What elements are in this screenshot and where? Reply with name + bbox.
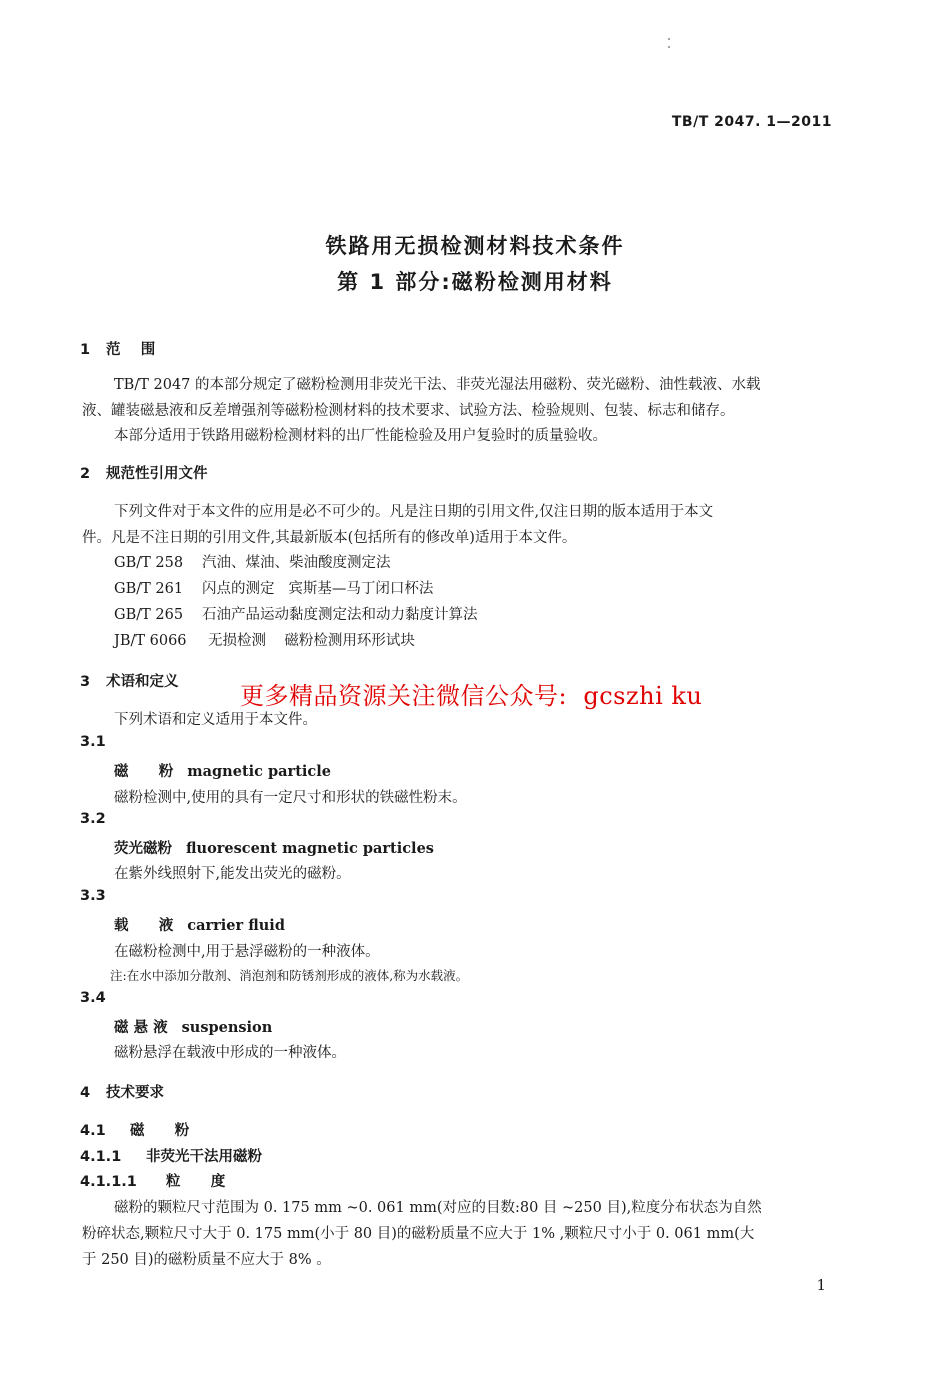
page-number: 1 — [816, 1276, 826, 1294]
term-en: carrier fluid — [187, 917, 285, 934]
section-number: 3 — [80, 674, 91, 690]
section-number: 2 — [80, 466, 91, 482]
term-entry — [114, 760, 331, 781]
term-entry — [114, 1016, 272, 1037]
scan-speck — [668, 46, 670, 48]
paragraph: 下列文件对于本文件的应用是必不可少的。凡是注日期的引用文件,仅注日期的版本适用于本文 — [114, 504, 714, 520]
paragraph: 粉碎状态,颗粒尺寸大于 0. 175 mm(小于 80 目)的磁粉质量不应大于 1% ,颗粒尺寸小于 0. 061 mm(大 — [82, 1226, 755, 1242]
section-number: 4 — [80, 1085, 91, 1101]
clause-number: 3.4 — [80, 990, 106, 1006]
section-title: 规范性引用文件 — [106, 466, 208, 482]
reference-title: 汽油、煤油、柴油酸度测定法 — [202, 555, 391, 571]
paragraph: 下列术语和定义适用于本文件。 — [114, 712, 317, 728]
term-en: suspension — [181, 1019, 273, 1036]
reference-title: 石油产品运动黏度测定法和动力黏度计算法 — [202, 607, 478, 623]
reference-title: 无损检测 磁粉检测用环形试块 — [208, 633, 415, 649]
section-title: 范 围 — [106, 342, 156, 358]
term-zh: 荧光磁粉 — [114, 841, 172, 857]
section-4-heading — [80, 1081, 164, 1102]
subsection-title: 粒 度 — [166, 1174, 226, 1190]
paragraph: 于 250 目)的磁粉质量不应大于 8% 。 — [82, 1252, 331, 1268]
section-3-heading — [80, 670, 179, 691]
reference-item — [114, 551, 391, 572]
clause-number: 3.3 — [80, 888, 106, 904]
document-title: 铁路用无损检测材料技术条件 — [325, 234, 625, 258]
reference-item — [114, 577, 433, 598]
section-title: 术语和定义 — [106, 674, 179, 690]
reference-item — [114, 629, 415, 650]
reference-code: JB/T 6066 — [114, 633, 187, 649]
paragraph: 本部分适用于铁路用磁粉检测材料的出厂性能检验及用户复验时的质量验收。 — [114, 428, 607, 444]
subsection-heading — [80, 1145, 262, 1166]
subsection-number: 4.1 — [80, 1123, 106, 1139]
reference-code: GB/T 258 — [114, 555, 184, 571]
section-1-heading — [80, 338, 155, 359]
note: 注:在水中添加分散剂、消泡剂和防锈剂形成的液体,称为水载液。 — [110, 968, 469, 983]
term-en: magnetic particle — [187, 763, 331, 780]
watermark-text: 更多精品资源关注微信公众号: gcszhi ku — [240, 682, 703, 710]
reference-item — [114, 603, 478, 624]
paragraph: 磁粉的颗粒尺寸范围为 0. 175 mm ~0. 061 mm(对应的目数:80 目 ~250 目),粒度分布状态为自然 — [114, 1200, 762, 1216]
term-definition: 磁粉悬浮在载液中形成的一种液体。 — [114, 1045, 346, 1061]
term-definition: 在紫外线照射下,能发出荧光的磁粉。 — [114, 866, 351, 882]
term-zh: 载 液 — [114, 918, 174, 934]
subsection-number: 4.1.1 — [80, 1149, 122, 1165]
section-2-heading — [80, 462, 208, 483]
section-number: 1 — [80, 342, 91, 358]
term-zh: 磁 粉 — [114, 764, 174, 780]
term-definition: 在磁粉检测中,用于悬浮磁粉的一种液体。 — [114, 944, 380, 960]
clause-number: 3.1 — [80, 734, 106, 750]
standard-code: TB/T 2047. 1—2011 — [671, 114, 832, 130]
subsection-heading — [80, 1170, 225, 1191]
reference-title: 闪点的测定 宾斯基—马丁闭口杯法 — [202, 581, 434, 597]
reference-code: GB/T 261 — [114, 581, 184, 597]
paragraph: 液、罐装磁悬液和反差增强剂等磁粉检测材料的技术要求、试验方法、检验规则、包装、标志和储存。 — [82, 403, 735, 419]
clause-number: 3.2 — [80, 811, 106, 827]
paragraph: TB/T 2047 的本部分规定了磁粉检测用非荧光干法、非荧光湿法用磁粉、荧光磁粉、油性载液、水载 — [114, 377, 761, 393]
scan-speck — [668, 38, 670, 40]
term-zh: 磁 悬 液 — [114, 1020, 168, 1036]
subsection-number: 4.1.1.1 — [80, 1174, 137, 1190]
subsection-title: 非荧光干法用磁粉 — [146, 1149, 262, 1165]
reference-code: GB/T 265 — [114, 607, 184, 623]
term-definition: 磁粉检测中,使用的具有一定尺寸和形状的铁磁性粉末。 — [114, 790, 467, 806]
term-entry — [114, 837, 434, 858]
paragraph: 件。凡是不注日期的引用文件,其最新版本(包括所有的修改单)适用于本文件。 — [82, 530, 577, 546]
document-subtitle: 第 1 部分:磁粉检测用材料 — [337, 270, 613, 294]
subsection-heading — [80, 1119, 189, 1140]
term-entry — [114, 914, 285, 935]
term-en: fluorescent magnetic particles — [186, 840, 434, 857]
subsection-title: 磁 粉 — [130, 1123, 190, 1139]
section-title: 技术要求 — [106, 1085, 164, 1101]
